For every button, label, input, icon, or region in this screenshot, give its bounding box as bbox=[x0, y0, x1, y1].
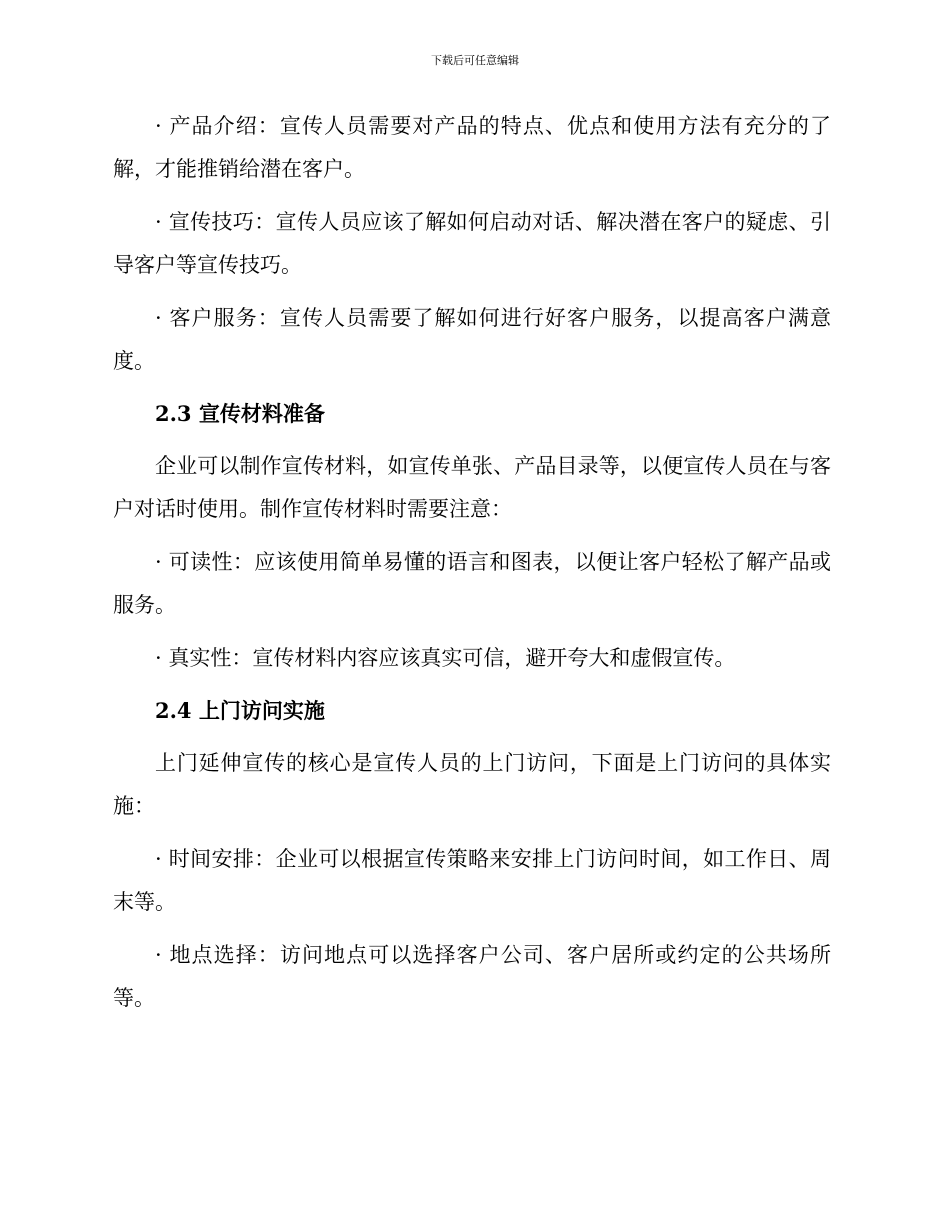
bullet-location-choice: · 地点选择：访问地点可以选择客户公司、客户居所或约定的公共场所等。 bbox=[113, 943, 831, 1010]
paragraph-materials-intro: 企业可以制作宣传材料，如宣传单张、产品目录等，以便宣传人员在与客户对话时使用。制作宣传材料时需要注意： bbox=[113, 454, 831, 521]
bullet-promotion-skills: · 宣传技巧：宣传人员应该了解如何启动对话、解决潜在客户的疑虑、引导客户等宣传技巧。 bbox=[113, 210, 831, 277]
bullet-readability: · 可读性：应该使用简单易懂的语言和图表，以便让客户轻松了解产品或服务。 bbox=[113, 550, 831, 617]
section-heading-2-4: 2.4 上门访问实施 bbox=[155, 698, 325, 723]
bullet-time-arrangement: · 时间安排：企业可以根据宣传策略来安排上门访问时间，如工作日、周末等。 bbox=[113, 847, 831, 914]
bullet-customer-service: · 客户服务：宣传人员需要了解如何进行好客户服务，以提高客户满意度。 bbox=[113, 306, 831, 373]
section-heading-2-3: 2.3 宣传材料准备 bbox=[155, 401, 325, 426]
bullet-product-intro: · 产品介绍：宣传人员需要对产品的特点、优点和使用方法有充分的了解，才能推销给潜在客户。 bbox=[113, 114, 831, 181]
document-body bbox=[113, 105, 831, 1030]
bullet-authenticity: · 真实性：宣传材料内容应该真实可信，避开夸大和虚假宣传。 bbox=[155, 646, 736, 670]
page-header: 下载后可任意编辑 bbox=[431, 54, 519, 67]
paragraph-visit-intro: 上门延伸宣传的核心是宣传人员的上门访问，下面是上门访问的具体实施： bbox=[113, 751, 831, 818]
